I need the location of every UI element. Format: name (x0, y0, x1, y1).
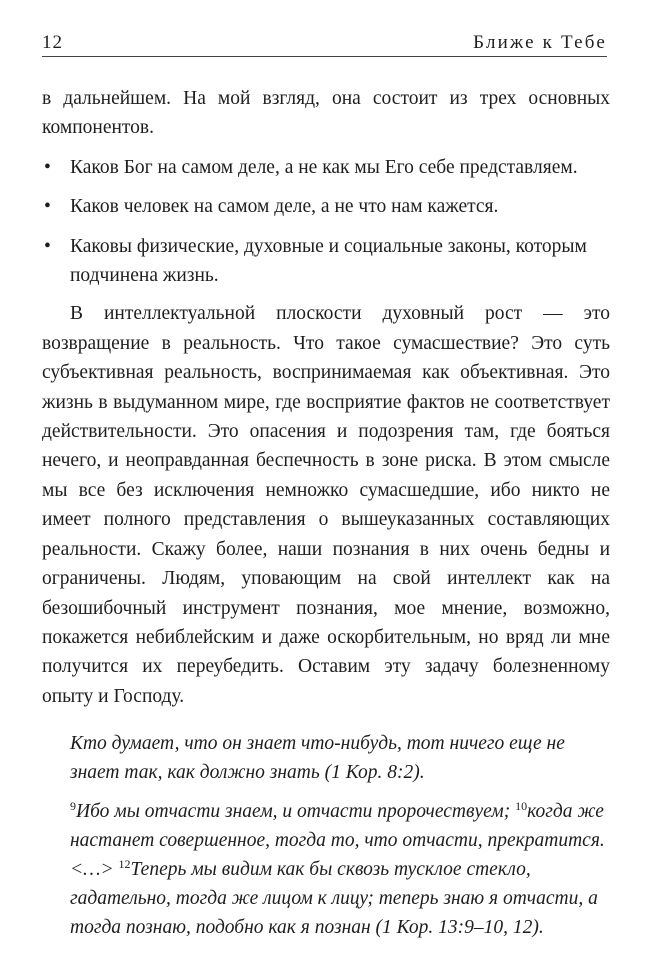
verse-text-10: когда же настанет совершенное, тогда то, что отчасти, прекратится. <…> (70, 801, 605, 881)
page-body (42, 84, 610, 942)
verse-number-12: 12 (118, 857, 131, 872)
list-item-text: Каков Бог на самом деле, а не как мы Его себе представляем. (70, 156, 578, 178)
verse-number-9: 9 (70, 799, 76, 814)
scripture-quote-1: Кто думает, что он знает что-нибудь, тот ничего еще не знает так, как должно знать (1 Кор. 8:2). (70, 733, 565, 784)
scripture-quote-2 (70, 797, 610, 942)
bullet-icon: • (44, 196, 51, 218)
list-item (42, 192, 610, 221)
main-paragraph: В интеллектуальной плоскости духовный рост — это возвращение в реальность. Что такое сумасшествие? Это суть субъективная реальность, воспринимаемая как объективная. Это жизнь в выдуманном мире, где восприятие фактов не соответствует действительности. Это опасения и подозрения там, где бояться нечего, и неоправданная беспечность в зоне риска. В этом смысле мы все без исключения немножко сумасшедшие, ибо никто не имеет полного представления о вышеуказанных составляющих реальности. Скажу более, наши познания в них очень бедны и ограничены. Людям, уповающим на свой интеллект как на безошибочный инструмент познания, мое мнение, возможно, покажется небиблейским и даже оскорбительным, но вряд ли мне получится их переубедить. Оставим эту задачу болезненному опыту и Господу. (42, 303, 610, 707)
list-item (42, 153, 610, 182)
page-number: 12 (42, 32, 63, 53)
list-item (42, 232, 610, 291)
running-title: Ближе к Тебе (473, 32, 607, 53)
list-item-text: Каковы физические, духовные и социальные законы, которым подчинена жизнь. (70, 235, 587, 287)
verse-number-10: 10 (515, 799, 528, 814)
bullet-icon: • (44, 156, 51, 178)
verse-text-9: Ибо мы отчасти знаем, и отчасти пророчествуем; (76, 801, 516, 823)
bullet-list (42, 153, 610, 291)
lead-paragraph: в дальнейшем. На мой взгляд, она состоит из трех основных компонентов. (42, 88, 610, 139)
list-item-text: Каков человек на самом деле, а не что нам кажется. (70, 196, 499, 218)
page-header (42, 30, 607, 57)
bullet-icon: • (44, 235, 51, 257)
verse-text-12: Теперь мы видим как бы сквозь тусклое стекло, гадательно, тогда же лицом к лицу; теперь знаю я отчасти, а тогда познаю, подобно как я познан (1 Кор. 13:9–10, 12). (70, 859, 598, 939)
